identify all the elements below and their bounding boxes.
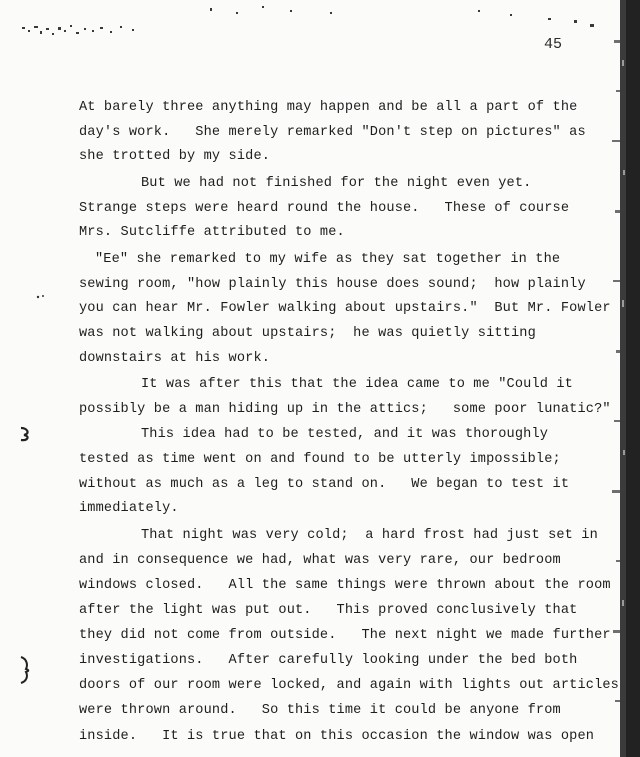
text-line: day's work. She merely remarked "Don't step on pictures" as [79, 125, 586, 140]
text-line: doors of our room were locked, and again with lights out articles [79, 678, 619, 693]
text-line: sewing room, "how plainly this house does sound; how plainly [79, 277, 586, 292]
text-line: That night was very cold; a hard frost had just set in [141, 528, 598, 543]
scan-shadow-right-edge [606, 0, 640, 757]
margin-mark-icon [18, 426, 32, 442]
text-line: downstairs at his work. [79, 351, 271, 366]
text-line: But we had not finished for the night even yet. [141, 176, 532, 191]
text-line: without as much as a leg to stand on. We began to test it [79, 477, 570, 492]
text-line: inside. It is true that on this occasion the window was open [79, 729, 595, 744]
text-line: possibly be a man hiding up in the attics; some poor lunatic?" [79, 402, 611, 417]
text-line: At barely three anything may happen and be all a part of the [79, 100, 578, 115]
text-line: immediately. [79, 501, 179, 516]
text-line: after the light was put out. This proved conclusively that [79, 603, 578, 618]
text-line: was not walking about upstairs; he was quietly sitting [79, 326, 536, 341]
text-line: windows closed. All the same things were thrown about the room [79, 578, 611, 593]
text-line: you can hear Mr. Fowler walking about upstairs." But Mr. Fowler [79, 301, 611, 316]
text-line: she trotted by my side. [79, 149, 271, 164]
text-line: and in consequence we had, what was very rare, our bedroom [79, 553, 561, 568]
page-number: 45 [544, 36, 563, 53]
text-line: It was after this that the idea came to me "Could it [141, 377, 573, 392]
margin-bracket-icon [18, 655, 32, 685]
text-line: investigations. After carefully looking under the bed both [79, 653, 578, 668]
text-line: "Ee" she remarked to my wife as they sat together in the [95, 252, 561, 267]
margin-dots-icon [36, 294, 46, 300]
text-line: This idea had to be tested, and it was thoroughly [141, 427, 549, 442]
text-line: they did not come from outside. The next night we made further [79, 628, 611, 643]
text-line: tested as time went on and found to be utterly impossible; [79, 452, 561, 467]
text-line: Strange steps were heard round the house. These of course [79, 201, 570, 216]
text-line: Mrs. Sutcliffe attributed to me. [79, 225, 345, 240]
text-line: were thrown around. So this time it could be anyone from [79, 703, 561, 718]
